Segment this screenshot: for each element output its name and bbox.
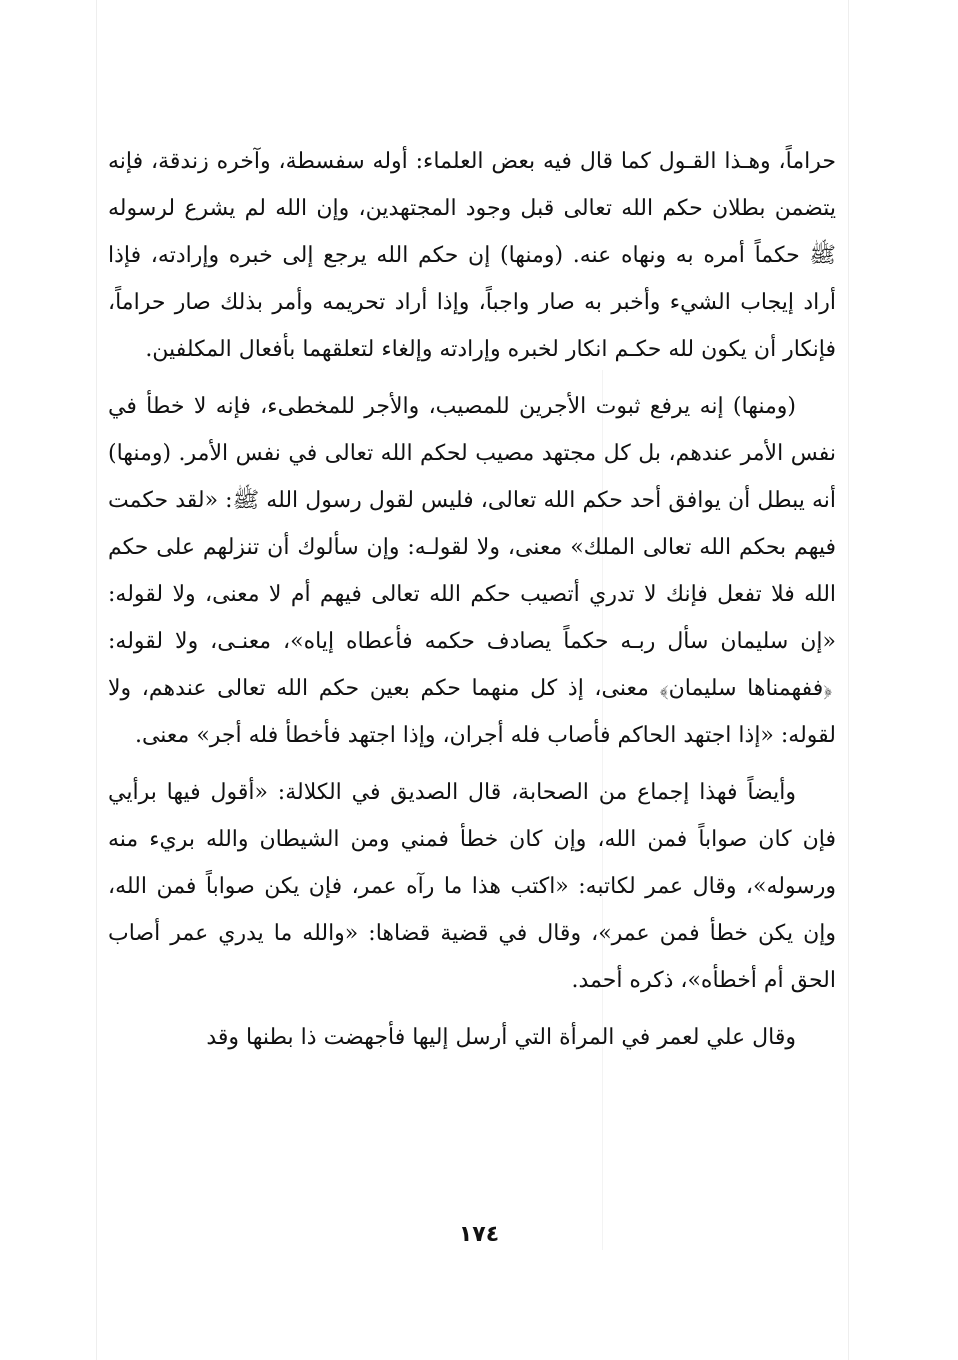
text-line: زندقة، فإنه يتضمن بطلان حكم الله تعالى قبل وجود المجتهدين، وإن الله xyxy=(108,149,837,221)
page-number: ١٧٤ xyxy=(458,1222,500,1247)
text-line: سليمان﴾ معنى، إذ كل منهما حكم بعين حكم الله تعالى عندهم، ولا xyxy=(108,676,737,701)
text-line: وقال علي لعمر في المرأة التي أرسل إليها فأجهضت ذا بطنها وقد xyxy=(206,1025,796,1050)
paragraph xyxy=(108,1014,836,1061)
text-line: بريء منه ورسوله»، وقال عمر لكاتبه: «اكتب هذا ما رآه عمر، فإن يكن xyxy=(108,827,836,899)
text-line: لقولـه: وإن سألوك أن تنزلهم على حكم الله فلا تفعل فإنك لا تدري xyxy=(108,535,837,607)
text-line: رسول الله ﷺ: «لقد حكمت فيهم بحكم الله تعالى الملك» معنى، ولا xyxy=(108,488,836,560)
scan-edge-line xyxy=(848,0,849,1360)
text-line: وإرادته وإلغاء لتعلقهما بأفعال المكلفين. xyxy=(145,337,501,362)
scan-edge-line xyxy=(96,0,97,1360)
text-line: حراماً، وهـذا القـول كما قال فيه بعض العلماء: أوله سفسطة، وآخره xyxy=(208,149,836,174)
paragraph xyxy=(108,138,836,373)
text-line: إلى خبره وإرادته، فإذا أراد إيجاب الشيء وأخبر به صار واجباً، وإذا أراد xyxy=(108,243,837,315)
paragraph xyxy=(108,769,836,1004)
text-line: خطأ في نفس الأمر عندهم، بل كل مجتهد مصيب لحكم الله تعالى في xyxy=(108,394,836,466)
text-line: (ومنها) إنه يرفع ثبوت الأجرين للمصيب، والأجر للمخطىء، فإنه لا xyxy=(184,394,796,419)
paragraph xyxy=(108,383,836,759)
text-line: تحريمه وأمر بذلك صار حراماً، فإنكار أن يكون لله حكـم انكار لخبره xyxy=(108,290,836,362)
text-line: نفس الأمر. (ومنها) أنه يبطل أن يوافق أحد حكم الله تعالى، فليس لقول xyxy=(108,441,836,513)
text-line: أتصيب حكم الله تعالى فيهم أم لا معنى، ولا لقوله: «إن سليمان سأل xyxy=(108,582,837,654)
text-line: صواباً فمن الله، وإن يكن خطأ فمن عمر»، وقال في قضية قضاها: «والله xyxy=(108,874,836,946)
text-line: ما يدري عمر أصاب الحق أم أخطأه»، ذكره أحمد. xyxy=(108,921,836,993)
text-line: فيها برأيي فإن كان صواباً فمن الله، وإن كان خطأ فمني ومن الشيطان والله xyxy=(108,780,836,852)
text-line: وأيضاً فهذا إجماع من الصحابة، قال الصديق في الكلالة: «أقول xyxy=(200,780,796,805)
body-text xyxy=(108,138,836,1061)
text-line: معنى. xyxy=(134,723,190,748)
text-line: لم يشرع لرسوله ﷺ حكماً أمره به ونهاه عنه. (ومنها) إن حكم الله يرجع xyxy=(108,196,836,268)
text-line: ربـه حكماً يصادف حكمه فأعطاه إياه»، معنـى، ولا لقوله: ﴿ففهمناها xyxy=(108,629,833,701)
text-line: لقوله: «إذا اجتهد الحاكم فأصاب فله أجران، وإذا اجتهد فأخطأ فله أجر» xyxy=(189,723,836,748)
